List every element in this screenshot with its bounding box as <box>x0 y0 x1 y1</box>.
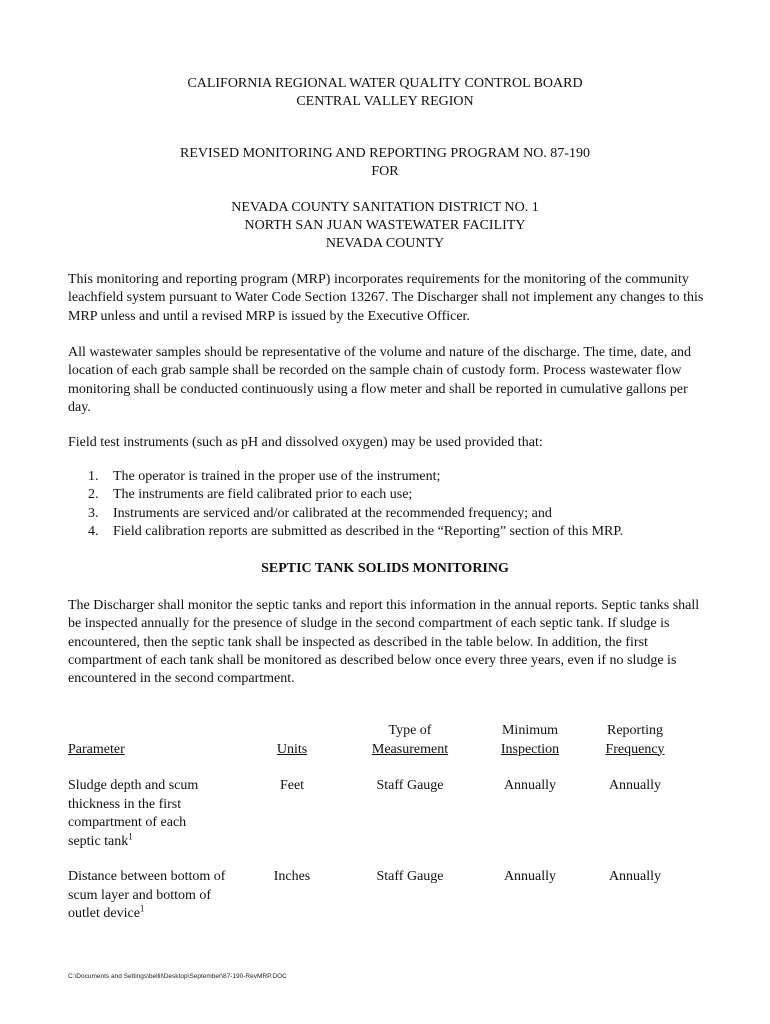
header-inspection: Minimum Inspection <box>500 723 560 757</box>
list-item: 2. The instruments are field calibrated prior to each use; <box>88 487 413 503</box>
program-title: REVISED MONITORING AND REPORTING PROGRAM NO. 87-190 <box>180 146 590 161</box>
table-row-1-frequency: Annually <box>608 778 662 793</box>
samples-paragraph: All wastewater samples should be representative of the volume and nature of the discharge. The time, date, and location of each grab sample shall be recorded on the sample chain of custody form. Process wastewater flow monitoring shall be conducted continuously using a flow meter and shall be reported in cumulative gallons per day. <box>68 345 692 415</box>
region-title: CENTRAL VALLEY REGION <box>296 94 474 109</box>
conditions-list <box>68 468 708 541</box>
header-units: Units <box>276 742 308 757</box>
discharger-name: NEVADA COUNTY SANITATION DISTRICT NO. 1 <box>231 200 539 215</box>
list-item: 1. The operator is trained in the proper use of the instrument; <box>88 469 441 484</box>
table-row-2-frequency: Annually <box>608 869 662 884</box>
facility-name: NORTH SAN JUAN WASTEWATER FACILITY <box>244 218 526 233</box>
table-row-1-parameter: Sludge depth and scum thickness in the first compartment of each septic tank$^1$ <box>68 778 199 849</box>
header-frequency: Reporting Frequency <box>605 723 665 757</box>
table-row-2-measurement: Staff Gauge <box>376 869 444 884</box>
table-row-2-inspection: Annually <box>503 869 557 884</box>
table-row-1-measurement: Staff Gauge <box>376 778 444 793</box>
for-line: FOR <box>371 164 399 179</box>
footnote-marker: 1 <box>139 903 145 914</box>
list-item: 3. Instruments are serviced and/or calibrated at the recommended frequency; and <box>88 505 552 521</box>
table-row-1-inspection: Annually <box>503 778 557 793</box>
header-measurement: Type of Measurement <box>371 723 449 757</box>
header-parameter: Parameter <box>68 742 125 757</box>
table-row-2-parameter: Distance between bottom of scum layer and bottom of outlet device$^1$ <box>68 869 226 921</box>
agency-title: CALIFORNIA REGIONAL WATER QUALITY CONTROL BOARD <box>187 76 583 91</box>
list-item: 4. Field calibration reports are submitted as described in the “Reporting” section of this MRP. <box>88 523 624 539</box>
table-row-2-units: Inches <box>273 869 311 884</box>
file-path-footer: C:\Documents and Settings\bellil\Desktop\September\87-190-RevMRP.DOC <box>68 973 287 980</box>
section-body: The Discharger shall monitor the septic tanks and report this information in the annual reports. Septic tanks shall be inspected annually for the presence of sludge in the second compartment of each septic tank. If sludge is encountered, then the septic tank shall be inspected as described in the table below. In addition, the first compartment of each tank shall be monitored as described below once every three years, even if no sludge is encountered in the second compartment. <box>68 598 700 687</box>
section-heading: SEPTIC TANK SOLIDS MONITORING <box>261 561 509 576</box>
county-name: NEVADA COUNTY <box>325 236 445 251</box>
intro-paragraph: This monitoring and reporting program (MRP) incorporates requirements for the monitoring of the community leachfield system pursuant to Water Code Section 13267. The Discharger shall not implement any changes to this MRP unless and until a revised MRP is issued by the Executive Officer. <box>68 272 704 324</box>
table-row-1-units: Feet <box>279 778 305 793</box>
field-test-paragraph: Field test instruments (such as pH and dissolved oxygen) may be used provided that: <box>68 435 543 450</box>
footnote-marker: 1 <box>128 830 133 841</box>
